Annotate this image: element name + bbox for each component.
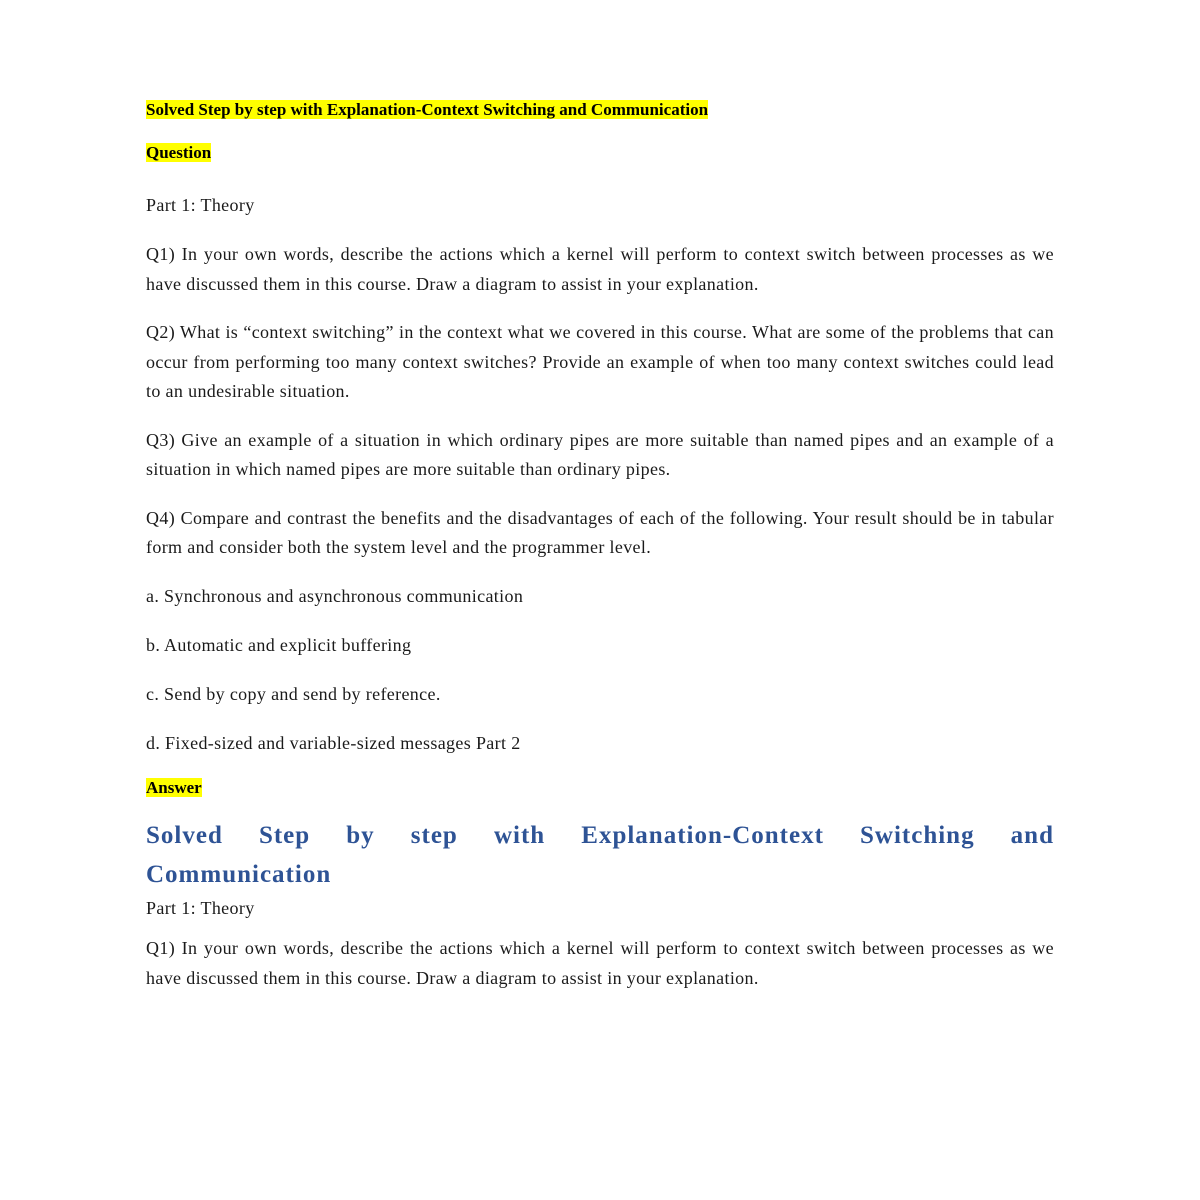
part1-heading: Part 1: Theory (146, 195, 255, 215)
document-page (146, 96, 1054, 1012)
answer-part1-heading: Part 1: Theory (146, 897, 255, 918)
highlighted-title-line (146, 96, 1054, 134)
question-label: Question (146, 143, 212, 162)
highlighted-title: Solved Step by step with Explanation-Context Switching and Communication (146, 100, 709, 119)
list-item-a: a. Synchronous and asynchronous communication (146, 585, 524, 606)
answer-title: Solved Step by step with Explanation-Context Switching and Communication (146, 821, 1054, 888)
answer-label-line (146, 778, 1054, 816)
question-label-line (146, 134, 1054, 177)
answer-q1: Q1) In your own words, describe the actions which a kernel will perform to context switch between processes as we have discussed them in this course. Draw a diagram to assist in your explanation. (146, 938, 1054, 988)
list-item-b: b. Automatic and explicit buffering (146, 634, 412, 655)
question-q2: Q2) What is “context switching” in the context what we covered in this course. What are some of the problems that can occur from performing too many context switches? Provide an example of when too many context switches could lead to an undesirable situation. (146, 322, 1054, 401)
list-item-d: d. Fixed-sized and variable-sized messages Part 2 (146, 732, 521, 753)
question-q3: Q3) Give an example of a situation in which ordinary pipes are more suitable than named pipes and an example of a situation in which named pipes are more suitable than ordinary pipes. (146, 429, 1054, 479)
question-q4: Q4) Compare and contrast the benefits and the disadvantages of each of the following. Your result should be in tabular form and consider both the system level and the programmer level. (146, 507, 1054, 557)
question-q1: Q1) In your own words, describe the actions which a kernel will perform to context switch between processes as we have discussed them in this course. Draw a diagram to assist in your explanation. (146, 244, 1054, 294)
answer-label: Answer (146, 777, 202, 797)
list-item-c: c. Send by copy and send by reference. (146, 683, 441, 704)
